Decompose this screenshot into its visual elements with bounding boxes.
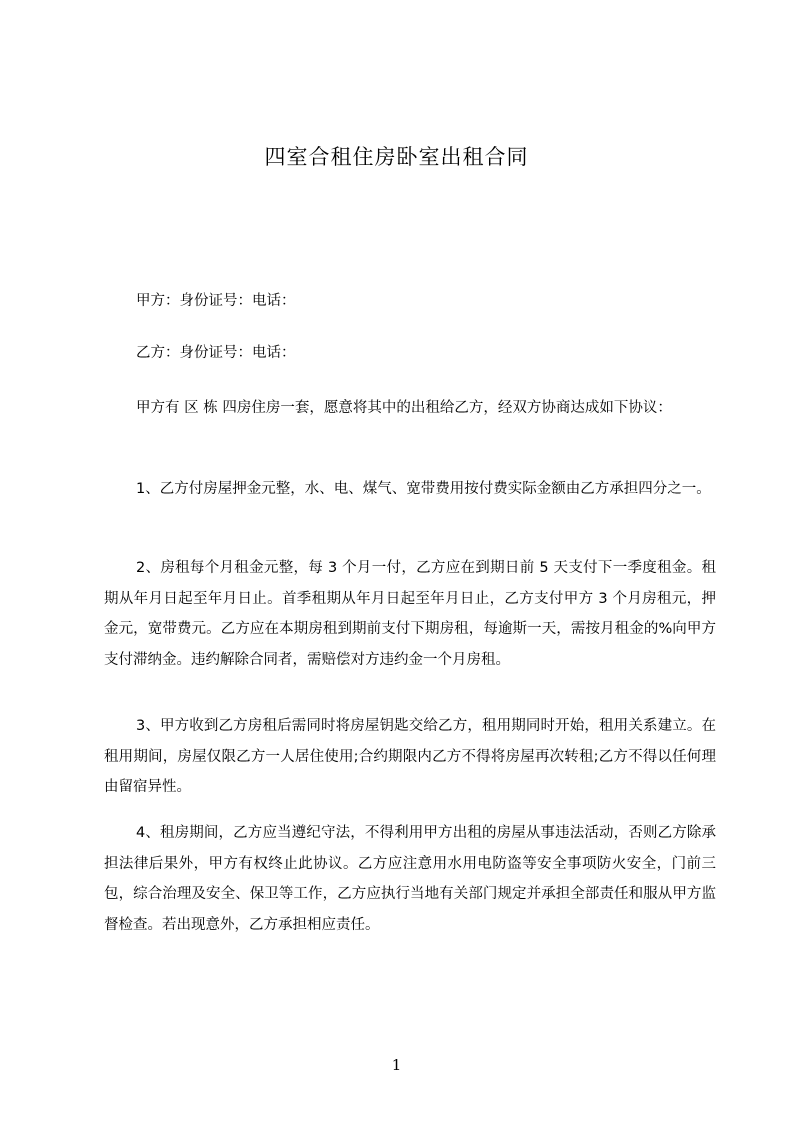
- page-number: 1: [391, 1056, 402, 1074]
- party-a-line: 甲方：身份证号：电话：: [136, 293, 296, 309]
- clause-3: 3、甲方收到乙方房租后需同时将房屋钥匙交给乙方，租用期同时开始，租用关系建立。在租用期间，房屋仅限乙方一人居住使用;合约期限内乙方不得将房屋再次转租;乙方不得以任何理由留宿异性。: [104, 718, 716, 795]
- document-title: 四室合租住房卧室出租合同: [264, 145, 529, 169]
- clause-1: 1、乙方付房屋押金元整，水、电、煤气、宽带费用按付费实际金额由乙方承担四分之一。: [136, 481, 711, 497]
- party-b-line: 乙方：身份证号：电话：: [136, 345, 296, 361]
- clause-2: 2、房租每个月租金元整，每 3 个月一付，乙方应在到期日前 5 天支付下一季度租金。租期从年月日起至年月日止。首季租期从年月日起至年月日止，乙方支付甲方 3 个月房租元，押金元，宽带费元。乙方应在本期房租到期前支付下期房租，每逾斯一天，需按月租金的%向甲方支付滞纳金。违约解除合同者，需赔偿对方违约金一个月房租。: [104, 560, 716, 668]
- clause-4: 4、租房期间，乙方应当遵纪守法，不得利用甲方出租的房屋从事违法活动，否则乙方除承担法律后果外，甲方有权终止此协议。乙方应注意用水用电防盗等安全事项防火安全，门前三包，综合治理及安全、保卫等工作，乙方应执行当地有关部门规定并承担全部责任和服从甲方监督检查。若出现意外，乙方承担相应责任。: [104, 825, 716, 933]
- intro-paragraph: 甲方有 区 栋 四房住房一套，愿意将其中的出租给乙方，经双方协商达成如下协议：: [136, 400, 672, 416]
